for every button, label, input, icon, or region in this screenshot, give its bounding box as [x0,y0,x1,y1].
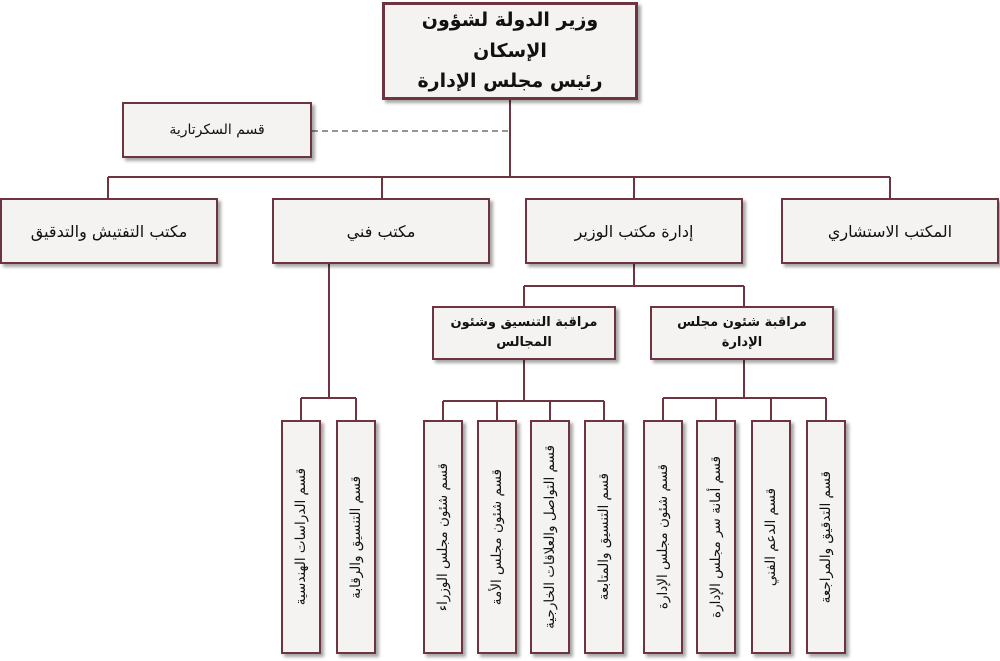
inspection-office-box [0,198,218,264]
section-communication-label: قسم التواصل والعلاقات الخارجية [542,445,558,629]
secretariat-label: قسم السكرتارية [169,122,265,138]
section-board-affairs [643,420,683,654]
board-chairman-title: رئيس مجلس الإدارة [417,70,603,93]
section-audit-label: قسم التدقيق والمراجعة [818,470,834,604]
section-coordination-followup-label: قسم التنسيق والمتابعة [596,473,612,601]
section-board-secretary [696,420,736,654]
minister-box [382,2,638,100]
secretariat-box [122,102,312,158]
section-board-secretary-label: قسم أمانة سر مجلس الإدارة [708,456,724,618]
advisory-office-box [781,198,999,264]
section-coordination-control-label: قسم التنسيق والرقابة [348,475,364,599]
board-affairs-control-label: مراقبة شئون مجلس الإدارة [677,314,807,350]
section-ministers-council-label: قسم شئون مجلس الوزراء [435,462,451,612]
section-tech-support [751,420,791,654]
section-engineering-studies [281,420,321,654]
minister-office-label: إدارة مكتب الوزير [574,221,694,241]
section-ministers-council [423,420,463,654]
board-affairs-control-box [650,306,834,360]
technical-office-box [272,198,490,264]
section-engineering-studies-label: قسم الدراسات الهندسية [293,468,309,606]
section-coordination-control [336,420,376,654]
section-tech-support-label: قسم الدعم الفني [763,487,779,587]
inspection-office-label: مكتب التفتيش والتدقيق [30,221,188,241]
section-nation-council [477,420,517,654]
section-communication [530,420,570,654]
coordination-control-box [432,306,616,360]
minister-office-box [525,198,743,264]
coordination-control-label: مراقبة التنسيق وشئون المجالس [450,314,598,350]
section-board-affairs-label: قسم شئون مجلس الإدارة [655,464,671,610]
minister-title: وزير الدولة لشؤون الإسكان [421,9,599,62]
advisory-office-label: المكتب الاستشاري [827,221,953,241]
section-nation-council-label: قسم شئون مجلس الأمة [489,468,505,606]
section-coordination-followup [584,420,624,654]
technical-office-label: مكتب فني [346,221,416,241]
section-audit [806,420,846,654]
